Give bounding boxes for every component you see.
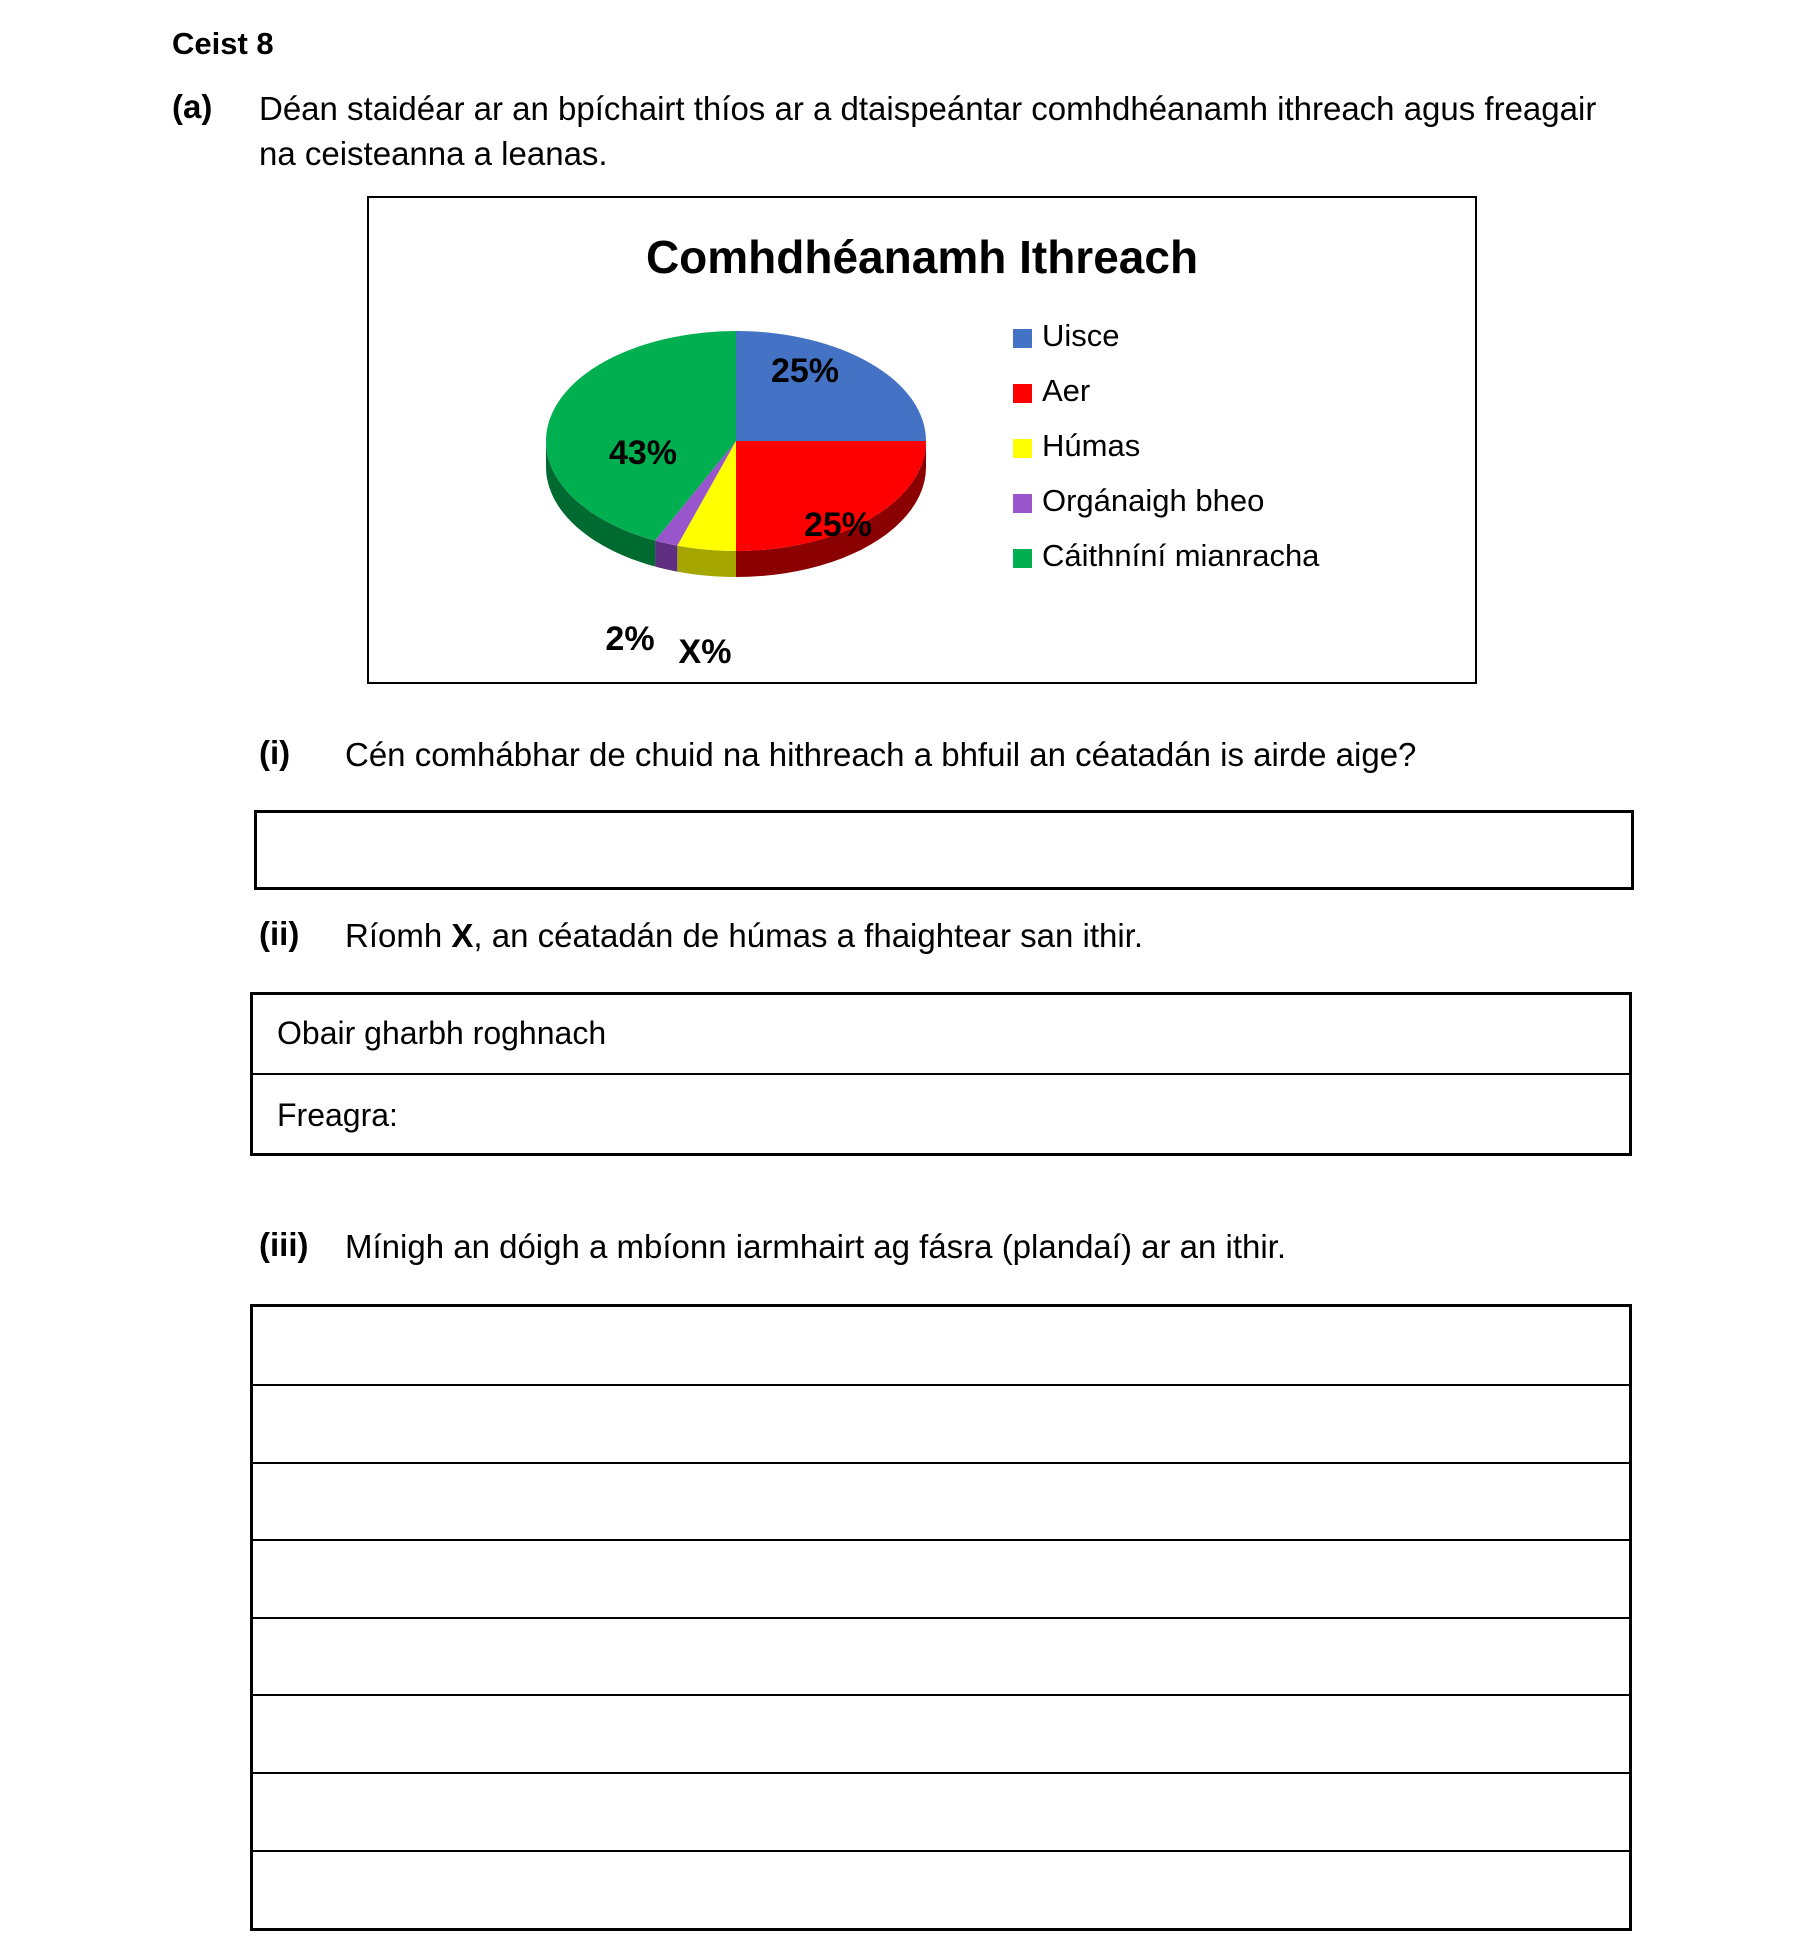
rough-work-label: Obair gharbh roghnach xyxy=(277,1015,607,1051)
part-a-text xyxy=(259,86,1596,176)
q-ii-label: (ii) xyxy=(259,915,300,952)
part-a-label: (a) xyxy=(172,88,213,125)
q-ii-text-before: Ríomh xyxy=(345,917,452,954)
legend-swatch-orgánaigh-bheo xyxy=(1013,494,1032,513)
answer-field[interactable] xyxy=(253,1075,1629,1153)
answer-line xyxy=(253,1539,1629,1541)
answer-line xyxy=(253,1772,1629,1774)
legend-label-húmas: Húmas xyxy=(1042,428,1141,463)
legend-swatch-cáithníní-mianracha xyxy=(1013,549,1032,568)
q-ii-text xyxy=(345,913,1143,958)
pie-chart xyxy=(369,198,1475,682)
q-iii-answer-box[interactable] xyxy=(250,1304,1632,1931)
rough-work-field[interactable] xyxy=(253,995,1629,1073)
answer-line xyxy=(253,1617,1629,1619)
q-ii-text-after: , an céatadán de húmas a fhaightear san ithir. xyxy=(473,917,1144,954)
part-a-text-line1: Déan staidéar ar an bpíchairt thíos ar a dtaispeántar comhdhéanamh ithreach agus freagair xyxy=(259,90,1597,127)
pie-side-orgánaigh-bheo xyxy=(655,541,677,572)
legend-swatch-aer xyxy=(1013,384,1032,403)
q-iii-text: Mínigh an dóigh a mbíonn iarmhairt ag fásra (plandaí) ar an ithir. xyxy=(345,1228,1287,1265)
q-i-answer-box[interactable] xyxy=(254,810,1634,890)
q-iii-label: (iii) xyxy=(259,1226,309,1263)
question-heading: Ceist 8 xyxy=(172,26,274,61)
answer-line xyxy=(253,1850,1629,1852)
data-label-aer: 25% xyxy=(803,506,873,544)
answer-line xyxy=(253,1462,1629,1464)
answer-line xyxy=(253,1384,1629,1386)
data-label-orgánaigh-bheo: 2% xyxy=(605,620,655,658)
pie-chart-frame xyxy=(367,196,1477,684)
part-a-text-line2: na ceisteanna a leanas. xyxy=(259,135,608,172)
data-label-uisce: 25% xyxy=(770,352,840,390)
legend-label-uisce: Uisce xyxy=(1042,318,1120,353)
data-label-cáithníní-mianracha: 43% xyxy=(608,434,678,472)
legend-label-aer: Aer xyxy=(1042,373,1091,408)
legend-swatch-uisce xyxy=(1013,329,1032,348)
legend-label-cáithníní-mianracha: Cáithníní mianracha xyxy=(1042,538,1320,573)
q-ii-answer-box xyxy=(250,992,1632,1156)
legend-swatch-húmas xyxy=(1013,439,1032,458)
chart-title: Comhdhéanamh Ithreach xyxy=(645,231,1199,283)
q-i-text: Cén comhábhar de chuid na hithreach a bhfuil an céatadán is airde aige? xyxy=(345,736,1417,773)
data-label-húmas: X% xyxy=(678,633,732,671)
q-i-label: (i) xyxy=(259,734,291,771)
q-ii-x-symbol: X xyxy=(451,917,474,954)
answer-label: Freagra: xyxy=(277,1097,398,1133)
legend-label-orgánaigh-bheo: Orgánaigh bheo xyxy=(1042,483,1265,518)
answer-line xyxy=(253,1694,1629,1696)
